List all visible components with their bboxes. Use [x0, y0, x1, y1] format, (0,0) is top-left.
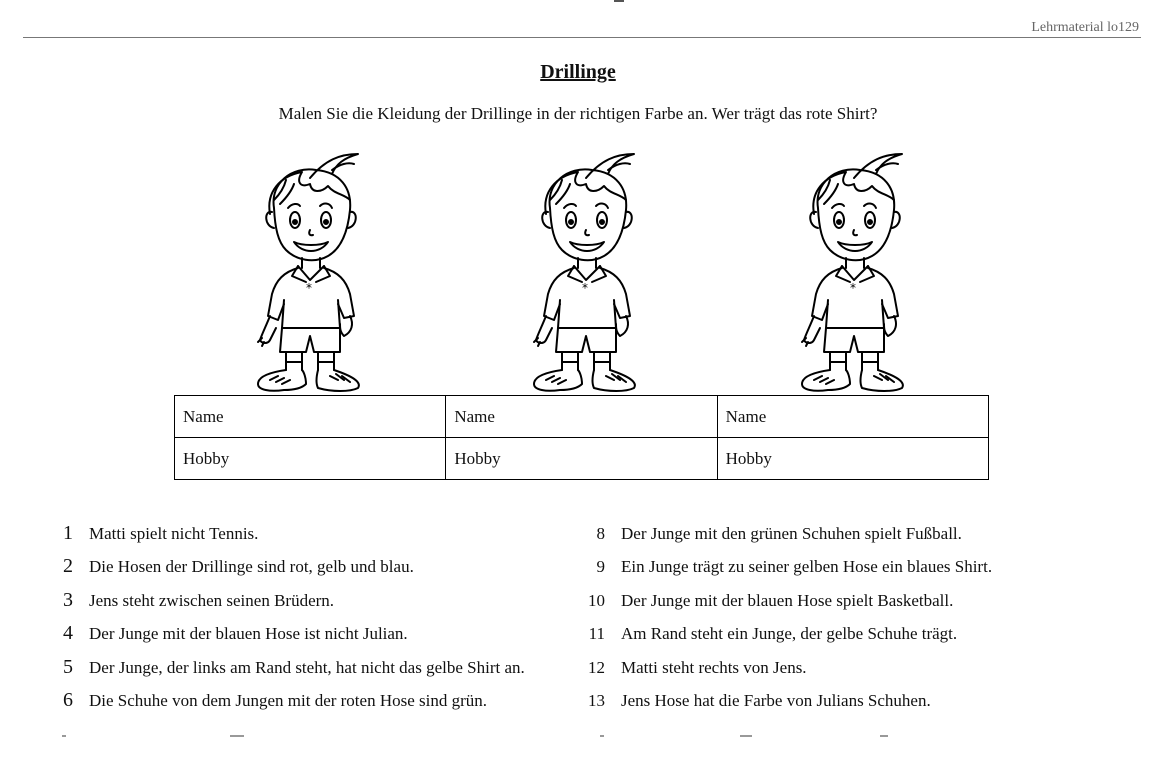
instruction-text: Malen Sie die Kleidung der Drillinge in der richtigen Farbe an. Wer trägt das rote Shirt?: [278, 104, 878, 123]
table-row: [175, 396, 989, 438]
cropped-text-fragment: [60, 735, 960, 739]
clue-text: Matti steht rechts von Jens.: [621, 657, 807, 677]
triplet-table: [174, 395, 989, 480]
clue-text: Der Junge mit der blauen Hose spielt Basketball.: [621, 590, 954, 610]
hobby-cell[interactable]: Hobby: [175, 438, 446, 480]
header-label: Lehrmaterial lo129: [1031, 20, 1139, 35]
clue-text: Am Rand steht ein Junge, der gelbe Schuhe trägt.: [621, 624, 958, 644]
clue-number: 2: [63, 555, 73, 578]
hobby-cell[interactable]: Hobby: [717, 438, 988, 480]
name-cell[interactable]: Name: [175, 396, 446, 438]
clue-text: Der Junge mit der blauen Hose ist nicht Julian.: [89, 624, 408, 644]
boy-outline-icon: [516, 148, 646, 396]
hobby-cell[interactable]: Hobby: [446, 438, 717, 480]
boy-outline-icon: [784, 148, 914, 396]
top-edge-mark: [614, 0, 624, 2]
clue-text: Jens steht zwischen seinen Brüdern.: [89, 590, 335, 610]
clue-number: 5: [63, 655, 73, 678]
clue-text: Der Junge mit den grünen Schuhen spielt Fußball.: [621, 524, 962, 543]
clue-number: 4: [63, 622, 73, 645]
clue-text: Die Schuhe von dem Jungen mit der roten Hose sind grün.: [89, 690, 488, 710]
clue-text: Die Hosen der Drillinge sind rot, gelb und blau.: [89, 557, 414, 577]
clue-number: 3: [63, 588, 73, 611]
clue-number: 13: [588, 690, 605, 710]
clue-text: Der Junge, der links am Rand steht, hat nicht das gelbe Shirt an.: [89, 657, 525, 677]
clue-number: 1: [63, 522, 73, 544]
name-cell[interactable]: Name: [717, 396, 988, 438]
name-cell[interactable]: Name: [446, 396, 717, 438]
clue-text: Ein Junge trägt zu seiner gelben Hose ein blaues Shirt.: [621, 557, 993, 577]
clue-number: 12: [588, 657, 605, 677]
table-row: [175, 438, 989, 480]
boy-outline-icon: [240, 148, 370, 396]
clue-number: 6: [63, 688, 73, 711]
clue-number: 10: [588, 590, 605, 610]
clue-text: Matti spielt nicht Tennis.: [89, 524, 259, 543]
clue-number: 11: [588, 624, 605, 644]
worksheet-title: Drillinge: [540, 61, 616, 83]
clue-number: 8: [596, 524, 605, 543]
clue-number: 9: [596, 557, 605, 577]
clue-text: Jens Hose hat die Farbe von Julians Schuhen.: [621, 690, 931, 710]
header-rule: [23, 37, 1141, 38]
